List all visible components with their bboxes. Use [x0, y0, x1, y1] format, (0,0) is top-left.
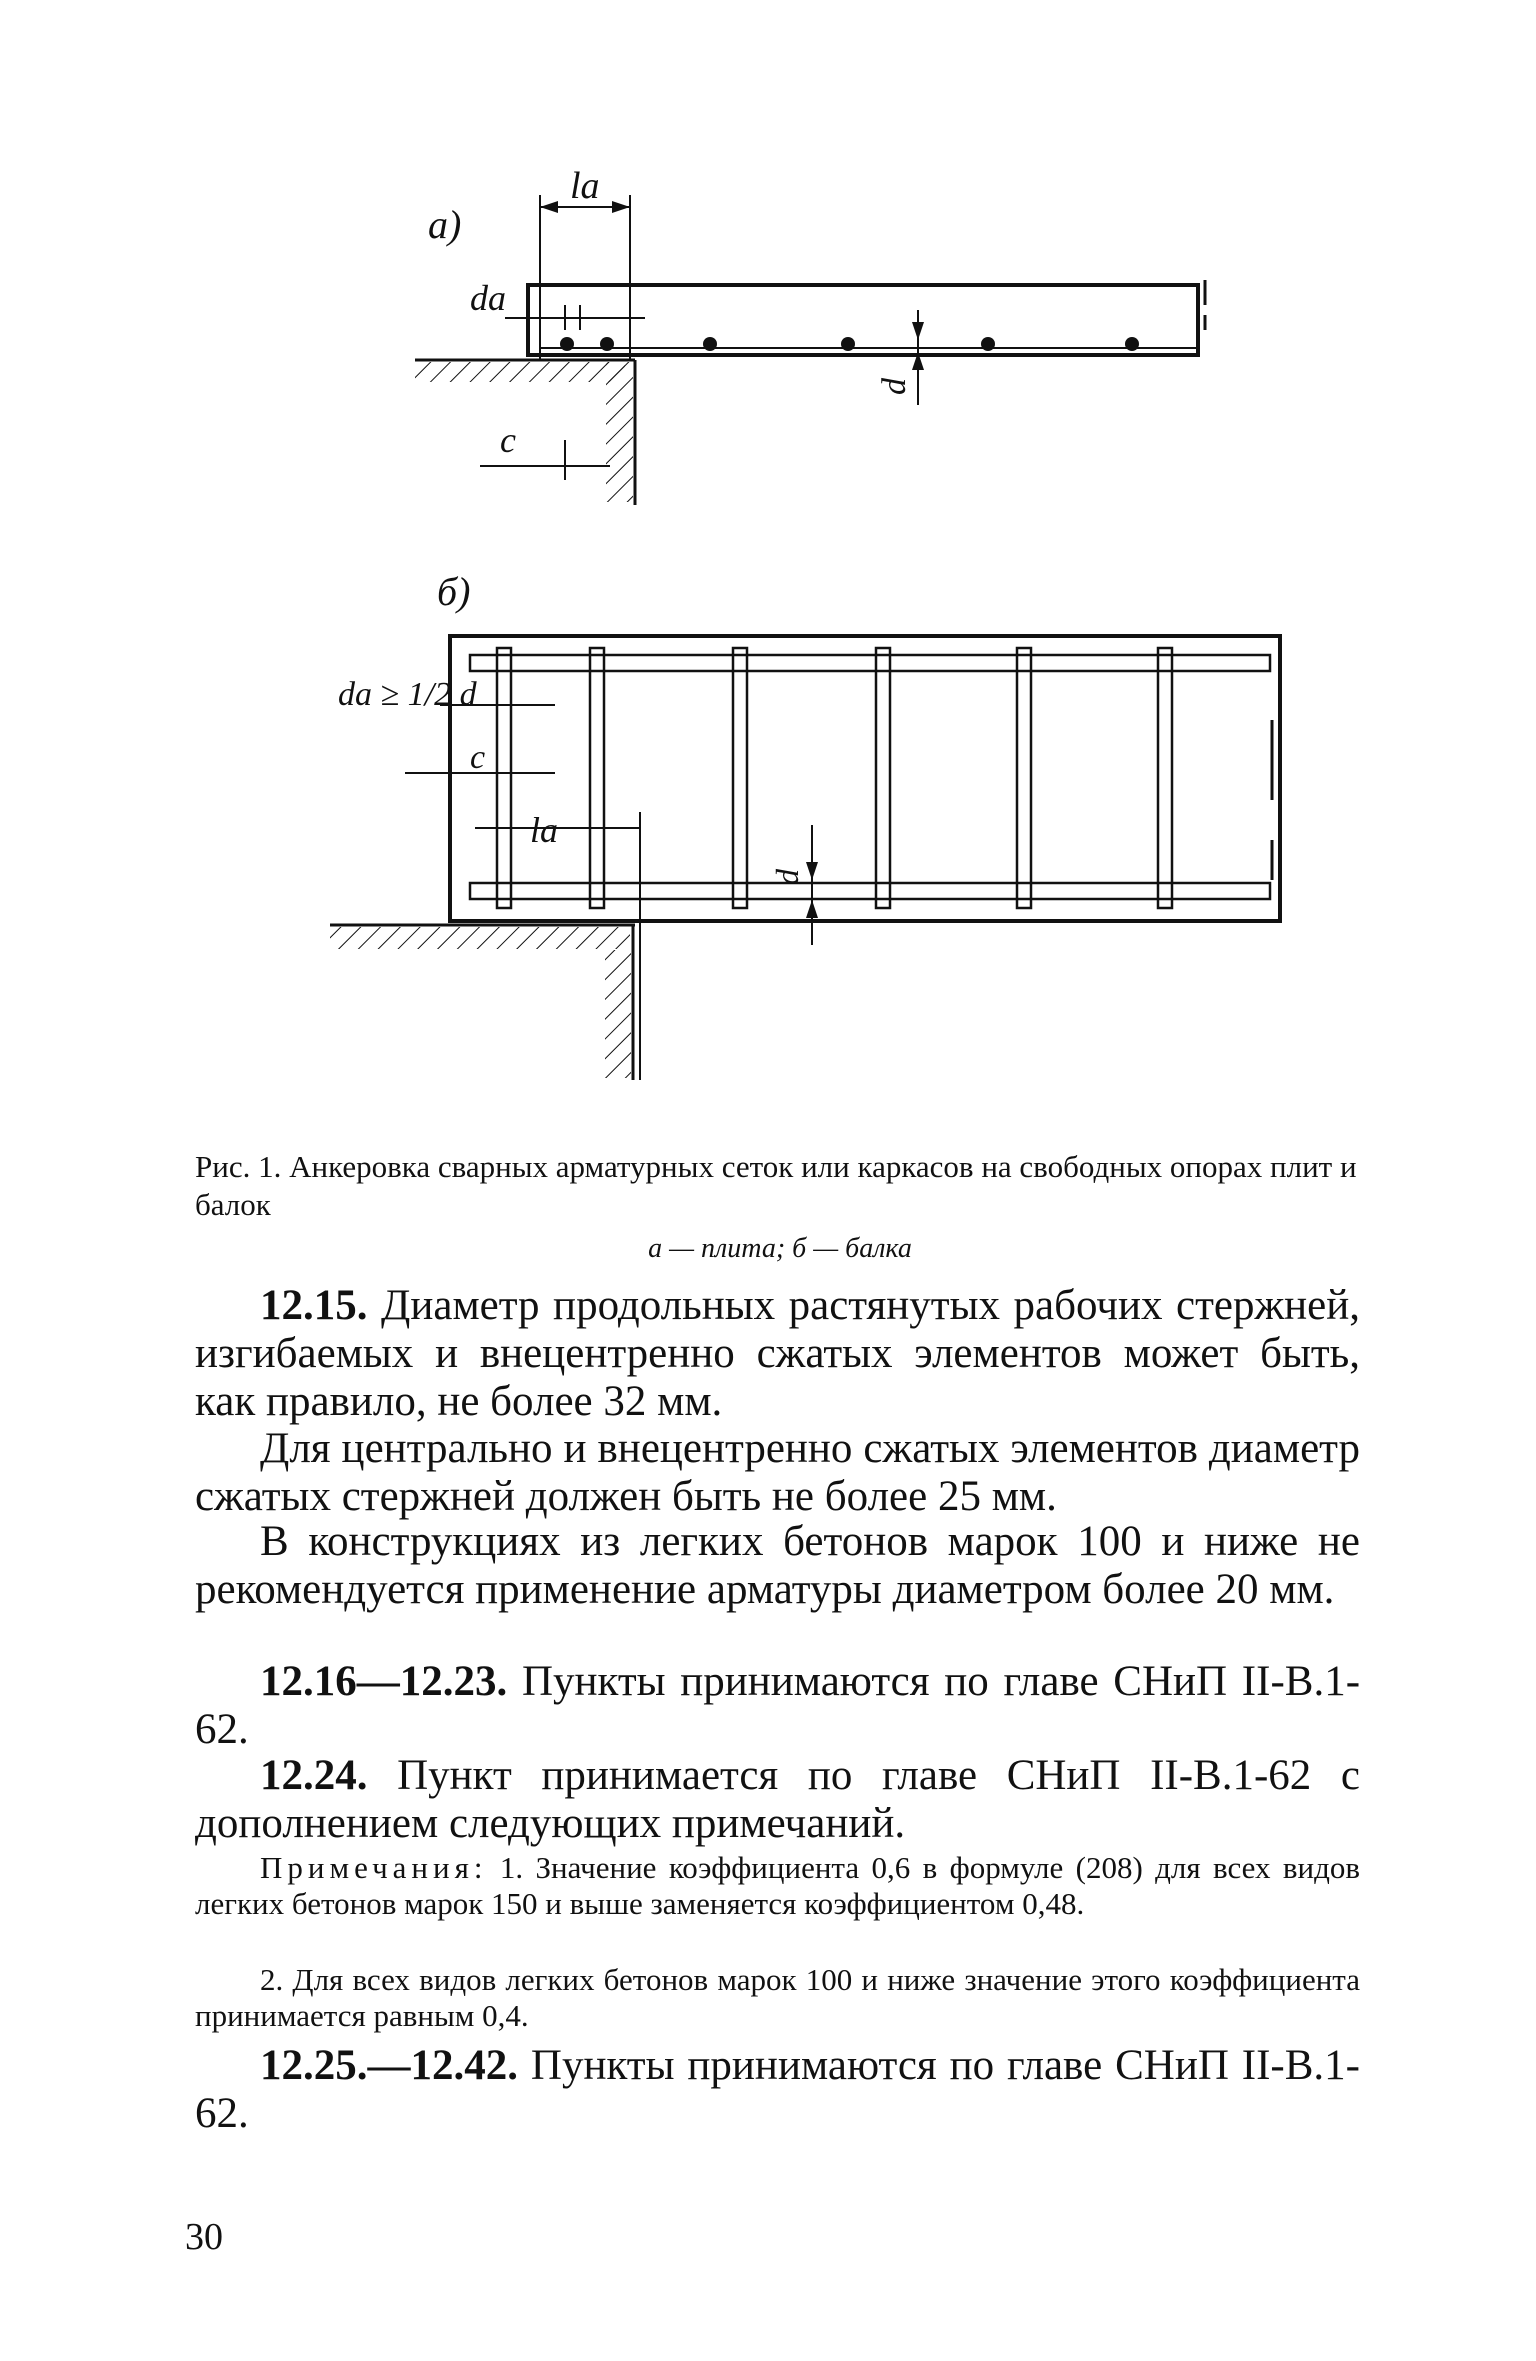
- page-number: 30: [185, 2216, 223, 2258]
- figure-legend: а — плита; б — балка: [648, 1233, 912, 1264]
- paragraph-compressed-elements: Для центрально и внецентренно сжатых элементов диаметр сжатых стержней должен быть не более 25 мм.: [195, 1425, 1360, 1520]
- section-text: Пункт принимается по главе СНиП II-B.1-62 с дополнением следующих примечаний.: [195, 1752, 1360, 1847]
- anchorage-figure: [0, 0, 1536, 1150]
- section-text: Пункты принимаются по главе СНиП II-B.1-62.: [195, 1658, 1361, 1753]
- part-a-label: а): [428, 202, 462, 247]
- notes-heading: Примечания:: [260, 1850, 488, 1885]
- note-1: [195, 1850, 1360, 1922]
- la-label-b: la: [530, 810, 559, 850]
- beam-diagram: [330, 569, 1280, 1080]
- note-1-text: 1. Значение коэффициента 0,6 в формуле (208) для всех видов легких бетонов марок 150 и выше заменяется коэффициентом 0,48.: [195, 1850, 1360, 1921]
- d-label-b: d: [769, 869, 805, 885]
- paragraph-12-24: [195, 1752, 1360, 1848]
- note-2: 2. Для всех видов легких бетонов марок 100 и ниже значение этого коэффициента принимается равным 0,4.: [195, 1962, 1360, 2033]
- c-label-b: c: [470, 739, 486, 776]
- paragraph-12-16: [195, 1658, 1360, 1754]
- slab-diagram: [415, 165, 1205, 505]
- section-number: 12.16—12.23.: [260, 1658, 508, 1705]
- paragraph-light-concrete: В конструкциях из легких бетонов марок 100 и ниже не рекомендуется применение арматуры диаметром более 20 мм.: [195, 1518, 1360, 1613]
- part-b-label: б): [437, 569, 471, 614]
- section-text: Диаметр продольных растянутых рабочих стержней, изгибаемых и внецентренно сжатых элементов может быть, как правило, не более 32 мм.: [195, 1282, 1361, 1425]
- d-label-a: d: [876, 378, 913, 395]
- figure-caption: [195, 1148, 1365, 1224]
- c-label-a: c: [500, 420, 516, 460]
- la-label-a: la: [570, 165, 600, 207]
- da-label-a: da: [470, 278, 506, 318]
- paragraph-12-25: [195, 2042, 1360, 2138]
- caption-text: Рис. 1. Анкеровка сварных арматурных сеток или каркасов на свободных опорах плит и балок: [195, 1149, 1357, 1222]
- section-number: 12.15.: [260, 1282, 368, 1329]
- section-number: 12.24.: [260, 1752, 368, 1799]
- section-text: Пункты принимаются по главе СНиП II-B.1-62.: [195, 2042, 1361, 2137]
- section-number: 12.25.—12.42.: [260, 2042, 518, 2089]
- da-condition-label: da ≥ 1/2 d: [338, 676, 477, 713]
- paragraph-12-15: [195, 1282, 1360, 1426]
